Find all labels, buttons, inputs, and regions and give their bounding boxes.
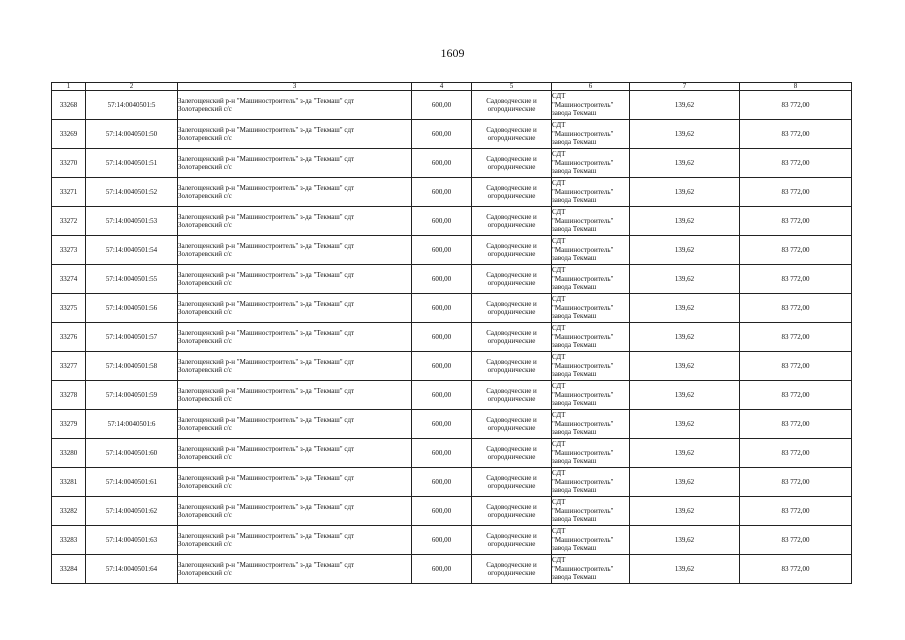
rate-cell: 139,62 <box>630 149 740 178</box>
cadastral-number-cell: 57:14:0040501:55 <box>86 265 178 294</box>
cadastral-number-cell: 57:14:0040501:53 <box>86 207 178 236</box>
address-line: Золотаревский с/с <box>178 308 232 316</box>
owner-cell <box>552 236 630 265</box>
land-use-line: Садоводческие и <box>486 560 537 569</box>
area-cell: 600,00 <box>412 236 472 265</box>
land-use-line: огороднические <box>487 105 536 113</box>
owner-line: "Машиностроитель" <box>552 303 614 312</box>
land-use-cell <box>472 497 552 526</box>
owner-line: "Машиностроитель" <box>552 216 614 225</box>
address-cell <box>178 265 412 294</box>
rate-cell: 139,62 <box>630 294 740 323</box>
owner-line: СДТ <box>552 92 566 101</box>
cadastral-number-cell: 57:14:0040501:56 <box>86 294 178 323</box>
column-header: 8 <box>740 83 852 91</box>
owner-cell <box>552 468 630 497</box>
owner-line: завода Текмаш <box>552 138 597 147</box>
cadastral-number-cell: 57:14:0040501:51 <box>86 149 178 178</box>
address-cell <box>178 323 412 352</box>
column-number-row <box>52 83 852 91</box>
address-line: Залегощенский р-н "Машиностроитель" з-да "Текмаш" сдт <box>178 502 355 511</box>
land-use-cell <box>472 410 552 439</box>
rate-cell: 139,62 <box>630 236 740 265</box>
cadastral-number-cell: 57:14:0040501:52 <box>86 178 178 207</box>
address-line: Залегощенский р-н "Машиностроитель" з-да "Текмаш" сдт <box>178 357 355 366</box>
land-use-line: Садоводческие и <box>486 357 537 366</box>
land-use-line: огороднические <box>487 134 536 142</box>
column-header: 3 <box>178 83 412 91</box>
table-row <box>52 526 852 555</box>
cadastral-value-cell: 83 772,00 <box>740 439 852 468</box>
table-row <box>52 555 852 584</box>
land-use-line: Садоводческие и <box>486 473 537 482</box>
land-use-line: Садоводческие и <box>486 270 537 279</box>
land-use-cell <box>472 91 552 120</box>
address-cell <box>178 526 412 555</box>
table-row <box>52 178 852 207</box>
owner-line: завода Текмаш <box>552 341 597 350</box>
address-cell <box>178 91 412 120</box>
column-header: 1 <box>52 83 86 91</box>
owner-line: "Машиностроитель" <box>552 564 614 573</box>
row-number-cell: 33271 <box>52 178 86 207</box>
table-row <box>52 439 852 468</box>
owner-line: завода Текмаш <box>552 283 597 292</box>
cadastral-number-cell: 57:14:0040501:57 <box>86 323 178 352</box>
address-line: Залегощенский р-н "Машиностроитель" з-да "Текмаш" сдт <box>178 299 355 308</box>
cadastral-number-cell: 57:14:0040501:6 <box>86 410 178 439</box>
row-number-cell: 33268 <box>52 91 86 120</box>
address-cell <box>178 381 412 410</box>
row-number-cell: 33283 <box>52 526 86 555</box>
rate-cell: 139,62 <box>630 439 740 468</box>
land-use-line: огороднические <box>487 424 536 432</box>
owner-line: завода Текмаш <box>552 515 597 524</box>
land-use-line: огороднические <box>487 192 536 200</box>
land-use-cell <box>472 178 552 207</box>
owner-line: СДТ <box>552 469 566 478</box>
cadastral-value-cell: 83 772,00 <box>740 381 852 410</box>
address-cell <box>178 468 412 497</box>
row-number-cell: 33278 <box>52 381 86 410</box>
column-header: 5 <box>472 83 552 91</box>
address-cell <box>178 352 412 381</box>
row-number-cell: 33280 <box>52 439 86 468</box>
owner-cell <box>552 323 630 352</box>
rate-cell: 139,62 <box>630 178 740 207</box>
address-line: Золотаревский с/с <box>178 105 232 113</box>
table-row <box>52 497 852 526</box>
cadastral-value-cell: 83 772,00 <box>740 468 852 497</box>
land-use-cell <box>472 352 552 381</box>
address-line: Залегощенский р-н "Машиностроитель" з-да "Текмаш" сдт <box>178 328 355 337</box>
area-cell: 600,00 <box>412 149 472 178</box>
address-line: Залегощенский р-н "Машиностроитель" з-да "Текмаш" сдт <box>178 386 355 395</box>
rate-cell: 139,62 <box>630 120 740 149</box>
owner-cell <box>552 439 630 468</box>
owner-line: СДТ <box>552 353 566 362</box>
address-line: Золотаревский с/с <box>178 134 232 142</box>
row-number-cell: 33284 <box>52 555 86 584</box>
owner-line: "Машиностроитель" <box>552 100 614 109</box>
rate-cell: 139,62 <box>630 526 740 555</box>
rate-cell: 139,62 <box>630 323 740 352</box>
area-cell: 600,00 <box>412 120 472 149</box>
owner-line: завода Текмаш <box>552 109 597 118</box>
cadastral-value-cell: 83 772,00 <box>740 120 852 149</box>
row-number-cell: 33269 <box>52 120 86 149</box>
cadastral-value-cell: 83 772,00 <box>740 352 852 381</box>
cadastral-value-cell: 83 772,00 <box>740 555 852 584</box>
address-cell <box>178 555 412 584</box>
owner-line: СДТ <box>552 121 566 130</box>
land-use-line: Садоводческие и <box>486 386 537 395</box>
rate-cell: 139,62 <box>630 410 740 439</box>
table-row <box>52 91 852 120</box>
cadastral-number-cell: 57:14:0040501:50 <box>86 120 178 149</box>
land-use-line: огороднические <box>487 511 536 519</box>
column-header: 4 <box>412 83 472 91</box>
land-use-cell <box>472 294 552 323</box>
owner-line: "Машиностроитель" <box>552 274 614 283</box>
cadastral-value-cell: 83 772,00 <box>740 178 852 207</box>
rate-cell: 139,62 <box>630 555 740 584</box>
owner-line: завода Текмаш <box>552 196 597 205</box>
address-line: Золотаревский с/с <box>178 424 232 432</box>
address-cell <box>178 236 412 265</box>
address-line: Золотаревский с/с <box>178 250 232 258</box>
land-use-cell <box>472 555 552 584</box>
rate-cell: 139,62 <box>630 91 740 120</box>
owner-line: завода Текмаш <box>552 486 597 495</box>
address-line: Золотаревский с/с <box>178 337 232 345</box>
owner-line: СДТ <box>552 498 566 507</box>
land-use-cell <box>472 207 552 236</box>
land-use-cell <box>472 236 552 265</box>
owner-line: "Машиностроитель" <box>552 506 614 515</box>
owner-line: "Машиностроитель" <box>552 361 614 370</box>
owner-line: "Машиностроитель" <box>552 477 614 486</box>
page-number: 1609 <box>440 46 465 60</box>
owner-cell <box>552 294 630 323</box>
table-row <box>52 323 852 352</box>
owner-line: СДТ <box>552 527 566 536</box>
owner-line: СДТ <box>552 411 566 420</box>
land-use-line: Садоводческие и <box>486 241 537 250</box>
owner-cell <box>552 555 630 584</box>
rate-cell: 139,62 <box>630 468 740 497</box>
area-cell: 600,00 <box>412 439 472 468</box>
land-use-line: Садоводческие и <box>486 415 537 424</box>
owner-cell <box>552 497 630 526</box>
land-use-line: Садоводческие и <box>486 531 537 540</box>
table-row <box>52 294 852 323</box>
table-row <box>52 352 852 381</box>
area-cell: 600,00 <box>412 381 472 410</box>
table-row <box>52 207 852 236</box>
land-use-line: Садоводческие и <box>486 328 537 337</box>
area-cell: 600,00 <box>412 468 472 497</box>
land-use-line: огороднические <box>487 366 536 374</box>
cadastral-number-cell: 57:14:0040501:58 <box>86 352 178 381</box>
land-use-cell <box>472 439 552 468</box>
owner-cell <box>552 91 630 120</box>
row-number-cell: 33281 <box>52 468 86 497</box>
area-cell: 600,00 <box>412 497 472 526</box>
owner-line: завода Текмаш <box>552 457 597 466</box>
owner-line: СДТ <box>552 440 566 449</box>
row-number-cell: 33273 <box>52 236 86 265</box>
row-number-cell: 33270 <box>52 149 86 178</box>
table-row <box>52 468 852 497</box>
cadastral-value-cell: 83 772,00 <box>740 323 852 352</box>
owner-line: СДТ <box>552 150 566 159</box>
owner-line: завода Текмаш <box>552 428 597 437</box>
address-line: Золотаревский с/с <box>178 453 232 461</box>
rate-cell: 139,62 <box>630 497 740 526</box>
table-row <box>52 149 852 178</box>
row-number-cell: 33275 <box>52 294 86 323</box>
address-line: Залегощенский р-н "Машиностроитель" з-да "Текмаш" сдт <box>178 270 355 279</box>
owner-line: СДТ <box>552 266 566 275</box>
rate-cell: 139,62 <box>630 265 740 294</box>
land-use-line: огороднические <box>487 395 536 403</box>
row-number-cell: 33274 <box>52 265 86 294</box>
owner-line: завода Текмаш <box>552 167 597 176</box>
owner-line: "Машиностроитель" <box>552 390 614 399</box>
address-line: Золотаревский с/с <box>178 163 232 171</box>
cadastral-number-cell: 57:14:0040501:59 <box>86 381 178 410</box>
owner-line: "Машиностроитель" <box>552 187 614 196</box>
land-use-line: огороднические <box>487 540 536 548</box>
owner-cell <box>552 265 630 294</box>
address-line: Залегощенский р-н "Машиностроитель" з-да "Текмаш" сдт <box>178 96 355 105</box>
address-line: Залегощенский р-н "Машиностроитель" з-да "Текмаш" сдт <box>178 415 355 424</box>
area-cell: 600,00 <box>412 352 472 381</box>
cadastral-value-cell: 83 772,00 <box>740 236 852 265</box>
owner-line: "Машиностроитель" <box>552 158 614 167</box>
owner-line: "Машиностроитель" <box>552 448 614 457</box>
owner-cell <box>552 352 630 381</box>
owner-cell <box>552 526 630 555</box>
owner-line: завода Текмаш <box>552 225 597 234</box>
table-row <box>52 120 852 149</box>
cadastral-value-cell: 83 772,00 <box>740 526 852 555</box>
row-number-cell: 33282 <box>52 497 86 526</box>
land-use-line: Садоводческие и <box>486 299 537 308</box>
address-cell <box>178 120 412 149</box>
table-row <box>52 381 852 410</box>
row-number-cell: 33272 <box>52 207 86 236</box>
cadastral-number-cell: 57:14:0040501:54 <box>86 236 178 265</box>
address-cell <box>178 207 412 236</box>
owner-line: СДТ <box>552 556 566 565</box>
land-use-line: огороднические <box>487 569 536 577</box>
cadastral-number-cell: 57:14:0040501:64 <box>86 555 178 584</box>
land-use-line: Садоводческие и <box>486 125 537 134</box>
cadastral-value-cell: 83 772,00 <box>740 207 852 236</box>
owner-line: завода Текмаш <box>552 544 597 553</box>
address-line: Залегощенский р-н "Машиностроитель" з-да "Текмаш" сдт <box>178 560 355 569</box>
address-cell <box>178 439 412 468</box>
address-line: Залегощенский р-н "Машиностроитель" з-да "Текмаш" сдт <box>178 241 355 250</box>
land-use-line: Садоводческие и <box>486 96 537 105</box>
owner-line: "Машиностроитель" <box>552 332 614 341</box>
column-header: 6 <box>552 83 630 91</box>
area-cell: 600,00 <box>412 294 472 323</box>
land-use-line: огороднические <box>487 250 536 258</box>
owner-cell <box>552 178 630 207</box>
owner-line: СДТ <box>552 324 566 333</box>
land-use-cell <box>472 468 552 497</box>
land-use-cell <box>472 265 552 294</box>
area-cell: 600,00 <box>412 410 472 439</box>
land-use-line: Садоводческие и <box>486 154 537 163</box>
owner-line: СДТ <box>552 295 566 304</box>
address-cell <box>178 178 412 207</box>
area-cell: 600,00 <box>412 265 472 294</box>
cadastral-value-cell: 83 772,00 <box>740 497 852 526</box>
land-use-line: огороднические <box>487 337 536 345</box>
land-plot-register-table <box>51 82 852 584</box>
owner-cell <box>552 410 630 439</box>
land-use-cell <box>472 120 552 149</box>
land-use-line: Садоводческие и <box>486 444 537 453</box>
land-use-cell <box>472 323 552 352</box>
address-line: Залегощенский р-н "Машиностроитель" з-да "Текмаш" сдт <box>178 125 355 134</box>
address-line: Залегощенский р-н "Машиностроитель" з-да "Текмаш" сдт <box>178 444 355 453</box>
owner-line: завода Текмаш <box>552 399 597 408</box>
area-cell: 600,00 <box>412 178 472 207</box>
land-use-line: огороднические <box>487 453 536 461</box>
address-line: Залегощенский р-н "Машиностроитель" з-да "Текмаш" сдт <box>178 212 355 221</box>
cadastral-value-cell: 83 772,00 <box>740 410 852 439</box>
land-use-line: огороднические <box>487 163 536 171</box>
owner-line: завода Текмаш <box>552 370 597 379</box>
owner-line: "Машиностроитель" <box>552 129 614 138</box>
address-line: Золотаревский с/с <box>178 395 232 403</box>
address-cell <box>178 497 412 526</box>
address-line: Залегощенский р-н "Машиностроитель" з-да "Текмаш" сдт <box>178 183 355 192</box>
address-line: Золотаревский с/с <box>178 511 232 519</box>
land-use-line: Садоводческие и <box>486 212 537 221</box>
cadastral-number-cell: 57:14:0040501:61 <box>86 468 178 497</box>
land-use-cell <box>472 526 552 555</box>
cadastral-number-cell: 57:14:0040501:63 <box>86 526 178 555</box>
rate-cell: 139,62 <box>630 381 740 410</box>
table-row <box>52 410 852 439</box>
land-use-line: огороднические <box>487 279 536 287</box>
cadastral-number-cell: 57:14:0040501:5 <box>86 91 178 120</box>
owner-line: завода Текмаш <box>552 573 597 582</box>
cadastral-value-cell: 83 772,00 <box>740 91 852 120</box>
owner-cell <box>552 120 630 149</box>
cadastral-value-cell: 83 772,00 <box>740 149 852 178</box>
owner-line: "Машиностроитель" <box>552 419 614 428</box>
address-line: Золотаревский с/с <box>178 192 232 200</box>
cadastral-number-cell: 57:14:0040501:60 <box>86 439 178 468</box>
land-use-line: Садоводческие и <box>486 502 537 511</box>
area-cell: 600,00 <box>412 323 472 352</box>
column-header: 7 <box>630 83 740 91</box>
address-line: Золотаревский с/с <box>178 540 232 548</box>
owner-line: СДТ <box>552 237 566 246</box>
table-row <box>52 236 852 265</box>
owner-cell <box>552 149 630 178</box>
owner-line: "Машиностроитель" <box>552 245 614 254</box>
land-use-line: Садоводческие и <box>486 183 537 192</box>
owner-line: СДТ <box>552 382 566 391</box>
column-header: 2 <box>86 83 178 91</box>
row-number-cell: 33276 <box>52 323 86 352</box>
register-body <box>52 91 852 584</box>
address-cell <box>178 294 412 323</box>
land-use-line: огороднические <box>487 221 536 229</box>
land-use-cell <box>472 381 552 410</box>
area-cell: 600,00 <box>412 207 472 236</box>
rate-cell: 139,62 <box>630 207 740 236</box>
address-line: Золотаревский с/с <box>178 569 232 577</box>
cadastral-value-cell: 83 772,00 <box>740 294 852 323</box>
address-line: Золотаревский с/с <box>178 482 232 490</box>
row-number-cell: 33277 <box>52 352 86 381</box>
address-line: Залегощенский р-н "Машиностроитель" з-да "Текмаш" сдт <box>178 154 355 163</box>
address-line: Залегощенский р-н "Машиностроитель" з-да "Текмаш" сдт <box>178 531 355 540</box>
address-line: Золотаревский с/с <box>178 279 232 287</box>
owner-line: "Машиностроитель" <box>552 535 614 544</box>
owner-cell <box>552 381 630 410</box>
area-cell: 600,00 <box>412 526 472 555</box>
land-use-line: огороднические <box>487 482 536 490</box>
area-cell: 600,00 <box>412 91 472 120</box>
area-cell: 600,00 <box>412 555 472 584</box>
address-line: Залегощенский р-н "Машиностроитель" з-да "Текмаш" сдт <box>178 473 355 482</box>
rate-cell: 139,62 <box>630 352 740 381</box>
cadastral-number-cell: 57:14:0040501:62 <box>86 497 178 526</box>
address-line: Золотаревский с/с <box>178 221 232 229</box>
address-line: Золотаревский с/с <box>178 366 232 374</box>
address-cell <box>178 410 412 439</box>
owner-line: завода Текмаш <box>552 254 597 263</box>
land-use-cell <box>472 149 552 178</box>
owner-cell <box>552 207 630 236</box>
owner-line: СДТ <box>552 179 566 188</box>
land-use-line: огороднические <box>487 308 536 316</box>
owner-line: СДТ <box>552 208 566 217</box>
row-number-cell: 33279 <box>52 410 86 439</box>
cadastral-value-cell: 83 772,00 <box>740 265 852 294</box>
address-cell <box>178 149 412 178</box>
owner-line: завода Текмаш <box>552 312 597 321</box>
table-row <box>52 265 852 294</box>
